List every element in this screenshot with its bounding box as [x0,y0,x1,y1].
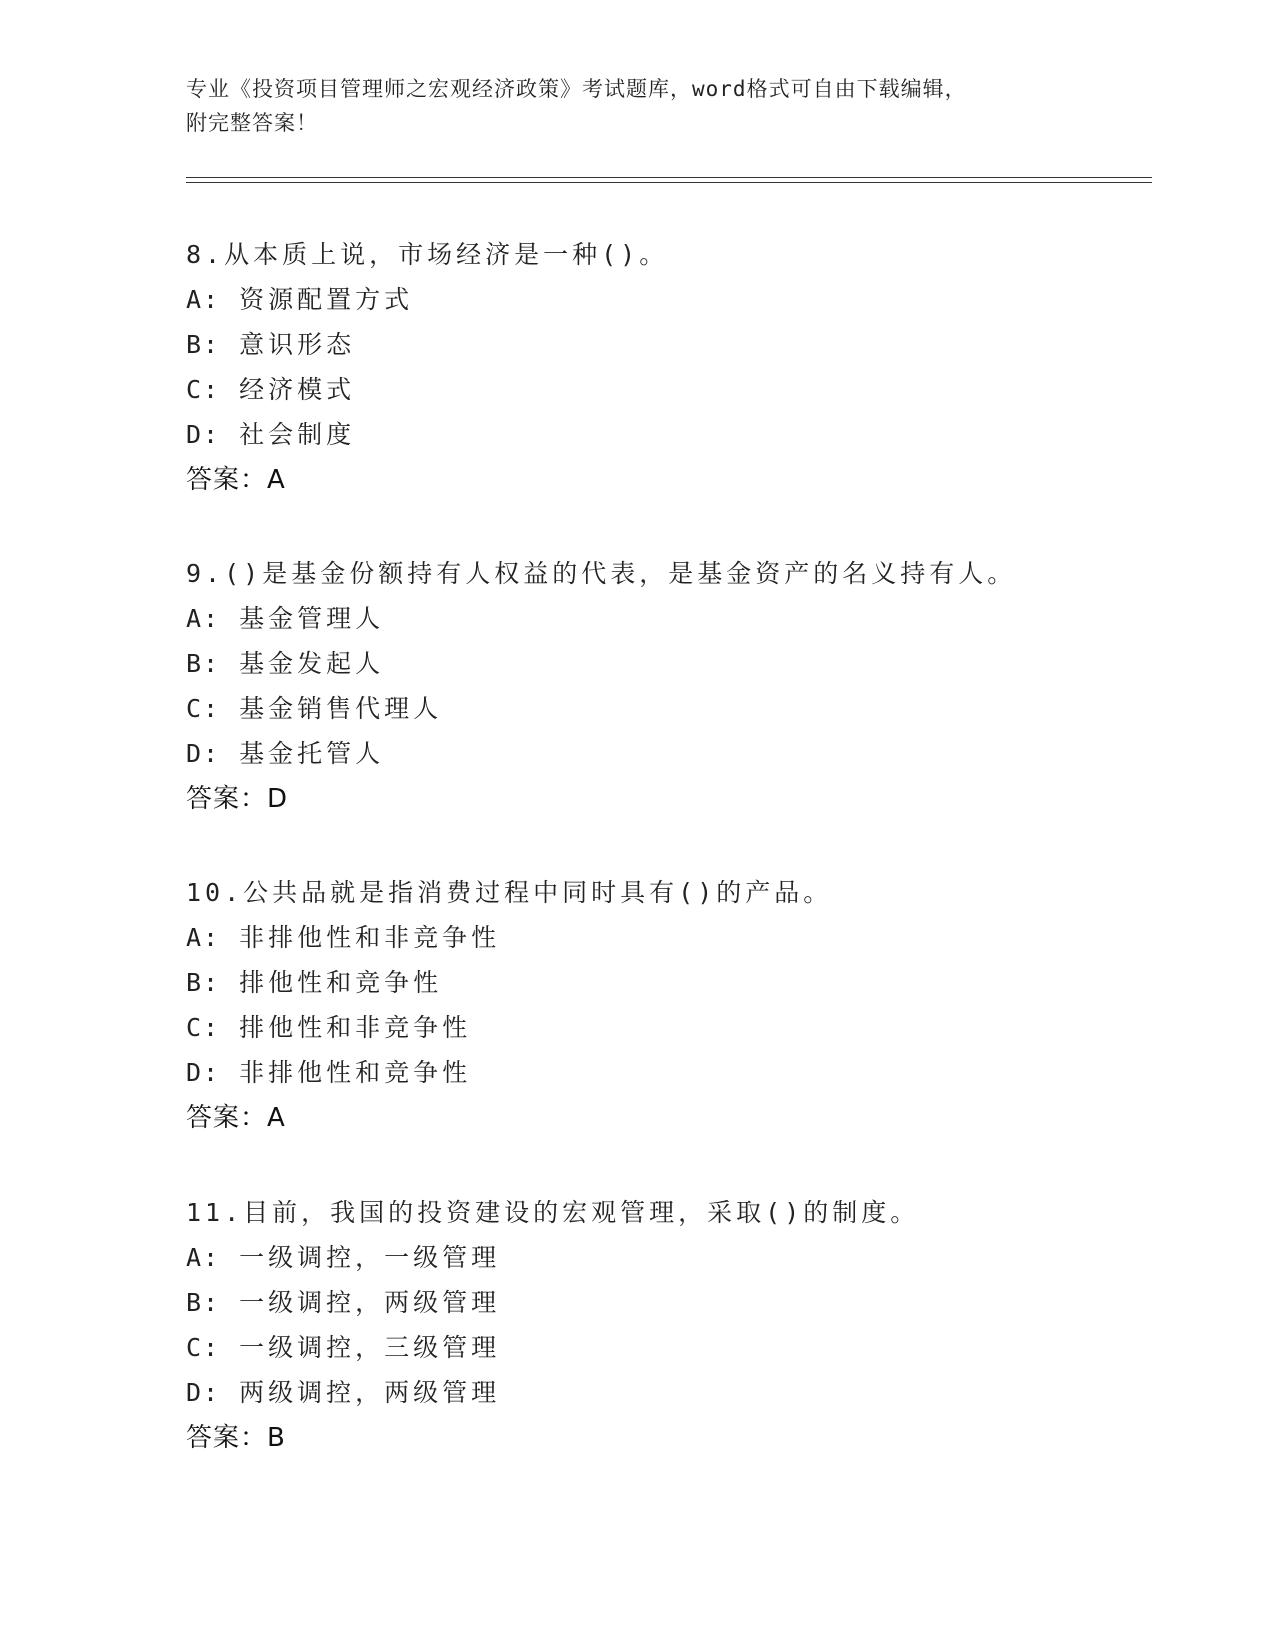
option-letter: B: [186,649,221,678]
option-text: 一级调控，两级管理 [239,1288,501,1317]
answer-label: 答案： [186,1423,268,1453]
option-letter: D: [186,1378,221,1407]
question-title: 10.公共品就是指消费过程中同时具有()的产品。 [186,878,833,907]
option-c [186,367,1146,412]
option-letter: C: [186,694,221,723]
question-8 [186,232,1146,503]
option-letter: D: [186,1058,221,1087]
option-letter: B: [186,968,221,997]
answer [186,1095,1146,1141]
option-a [186,915,1146,960]
header-line-1: 专业《投资项目管理师之宏观经济政策》考试题库，word格式可自由下载编辑， [186,77,967,101]
question-title: 8.从本质上说，市场经济是一种()。 [186,240,669,269]
option-letter: A: [186,285,221,314]
option-text: 一级调控，三级管理 [239,1333,501,1362]
answer-label: 答案： [186,1103,268,1133]
header-divider-top [186,177,1152,178]
option-text: 社会制度 [239,420,356,449]
option-text: 一级调控，一级管理 [239,1243,501,1272]
answer [186,776,1146,822]
question-9 [186,551,1146,822]
option-letter: A: [186,1243,221,1272]
option-text: 基金管理人 [239,604,385,633]
option-a [186,596,1146,641]
option-text: 两级调控，两级管理 [239,1378,501,1407]
option-a [186,277,1146,322]
option-text: 非排他性和非竞争性 [239,923,501,952]
option-text: 基金托管人 [239,739,385,768]
option-letter: A: [186,923,221,952]
question-11 [186,1190,1146,1461]
option-letter: C: [186,1013,221,1042]
option-text: 排他性和竞争性 [239,968,443,997]
answer-value: B [267,1423,286,1453]
option-d [186,1370,1146,1415]
answer-value: D [267,784,289,814]
option-b [186,641,1146,686]
option-text: 经济模式 [239,375,356,404]
option-letter: C: [186,1333,221,1362]
document-header [186,72,1066,140]
option-text: 基金销售代理人 [239,694,443,723]
option-text: 意识形态 [239,330,356,359]
option-c [186,686,1146,731]
option-letter: B: [186,1288,221,1317]
option-d [186,731,1146,776]
option-letter: D: [186,739,221,768]
option-d [186,412,1146,457]
option-letter: B: [186,330,221,359]
answer-value: A [267,465,286,495]
answer-label: 答案： [186,784,268,814]
question-title: 11.目前，我国的投资建设的宏观管理，采取()的制度。 [186,1198,920,1227]
option-letter: C: [186,375,221,404]
option-c [186,1005,1146,1050]
option-letter: A: [186,604,221,633]
option-d [186,1050,1146,1095]
question-title: 9.()是基金份额持有人权益的代表，是基金资产的名义持有人。 [186,559,1017,588]
question-10 [186,870,1146,1141]
header-divider-bottom [186,182,1152,183]
option-c [186,1325,1146,1370]
option-b [186,1280,1146,1325]
answer [186,457,1146,503]
option-a [186,1235,1146,1280]
option-letter: D: [186,420,221,449]
option-text: 非排他性和竞争性 [239,1058,472,1087]
option-text: 排他性和非竞争性 [239,1013,472,1042]
answer [186,1415,1146,1461]
answer-value: A [267,1103,286,1133]
option-b [186,960,1146,1005]
option-b [186,322,1146,367]
option-text: 资源配置方式 [239,285,414,314]
option-text: 基金发起人 [239,649,385,678]
answer-label: 答案： [186,465,268,495]
header-line-2: 附完整答案！ [186,111,318,135]
